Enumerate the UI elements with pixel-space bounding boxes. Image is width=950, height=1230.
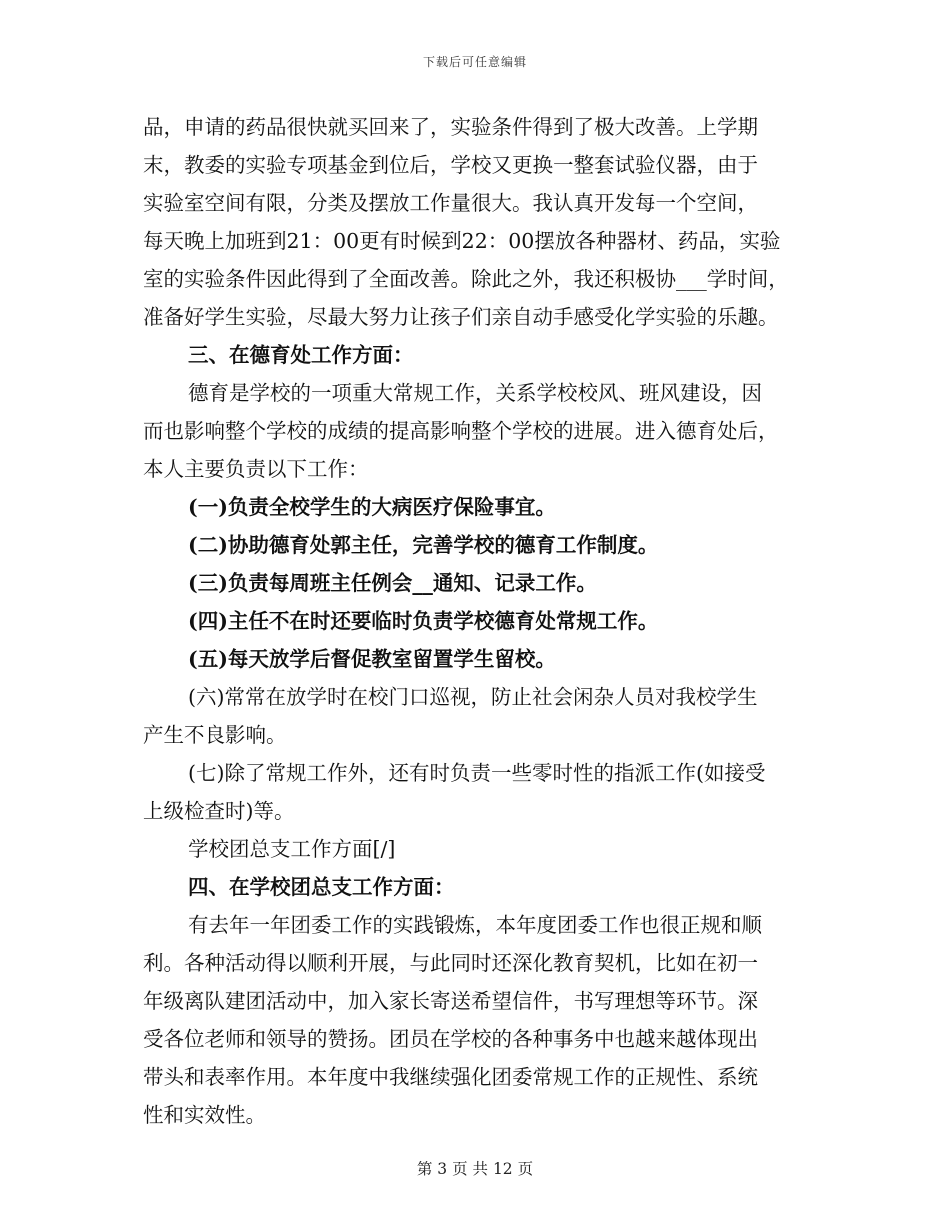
list-item: (三)负责每周班主任例会__通知、记录工作。 xyxy=(188,571,597,595)
list-item: (七)除了常规工作外，还有时负责一些零时性的指派工作(如接受 xyxy=(188,761,766,785)
paragraph-line: 受各位老师和领导的赞扬。团员在学校的各种事务中也越来越体现出 xyxy=(143,1027,758,1051)
paragraph-line: 室的实验条件因此得到了全面改善。除此之外，我还积极协___学时间， xyxy=(143,267,789,291)
paragraph-line: 利。各种活动得以顺利开展，与此同时还深化教育契机，比如在初一 xyxy=(143,951,758,975)
paragraph-line: 德育是学校的一项重大常规工作，关系学校校风、班风建设，因 xyxy=(188,381,762,405)
paragraph-line: 带头和表率作用。本年度中我继续强化团委常规工作的正规性、系统 xyxy=(143,1065,758,1089)
section-heading: 四、在学校团总支工作方面： xyxy=(188,875,455,899)
section-heading: 三、在德育处工作方面： xyxy=(188,343,414,367)
list-item: (二)协助德育处郭主任，完善学校的德育工作制度。 xyxy=(188,533,659,557)
page-number-footer: 第 3 页 共 12 页 xyxy=(416,1160,534,1178)
list-item: (五)每天放学后督促教室留置学生留校。 xyxy=(188,647,556,671)
paragraph-line: 准备好学生实验，尽最大努力让孩子们亲自动手感受化学实验的乐趣。 xyxy=(143,305,779,329)
paragraph-line: 本人主要负责以下工作： xyxy=(143,457,369,481)
paragraph-line: 末，教委的实验专项基金到位后，学校又更换一整套试验仪器，由于 xyxy=(143,153,758,177)
paragraph-line: 产生不良影响。 xyxy=(143,723,287,747)
document-body xyxy=(143,108,811,1134)
list-item: (一)负责全校学生的大病医疗保险事宜。 xyxy=(188,495,556,519)
page-header-note: 下载后可任意编辑 xyxy=(422,55,527,69)
paragraph-line: 而也影响整个学校的成绩的提高影响整个学校的进展。进入德育处后， xyxy=(143,419,779,443)
list-item: (六)常常在放学时在校门口巡视，防止社会闲杂人员对我校学生 xyxy=(188,685,758,709)
paragraph-line: 年级离队建团活动中，加入家长寄送希望信件，书写理想等环节。深 xyxy=(143,989,758,1013)
list-item: (四)主任不在时还要临时负责学校德育处常规工作。 xyxy=(188,609,659,633)
paragraph-line: 品，申请的药品很快就买回来了，实验条件得到了极大改善。上学期 xyxy=(143,115,758,139)
paragraph-line: 性和实效性。 xyxy=(143,1103,266,1127)
paragraph-line: 有去年一年团委工作的实践锻炼，本年度团委工作也很正规和顺 xyxy=(188,913,762,937)
paragraph-line: 每天晚上加班到21：00更有时候到22：00摆放各种器材、药品，实验 xyxy=(143,229,781,253)
paragraph-line: 实验室空间有限，分类及摆放工作量很大。我认真开发每一个空间， xyxy=(143,191,758,215)
paragraph-line: 学校团总支工作方面[/] xyxy=(188,837,396,861)
paragraph-line: 上级检查时)等。 xyxy=(143,799,295,823)
